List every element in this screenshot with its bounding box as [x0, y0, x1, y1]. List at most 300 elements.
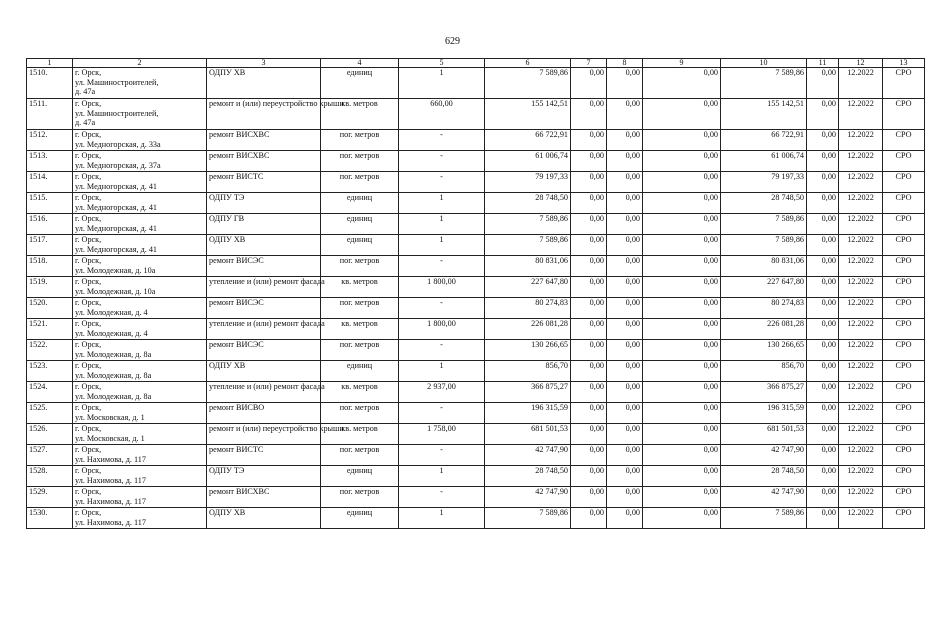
- cell-volume: 660,00: [399, 99, 485, 130]
- cell-address: [73, 130, 207, 151]
- cell-col9: 0,00: [643, 466, 721, 487]
- cell-address: [73, 99, 207, 130]
- cell-col7: 0,00: [571, 172, 607, 193]
- table-row: [27, 235, 925, 256]
- address-line: г. Орск,: [75, 319, 102, 328]
- cell-work-type: ремонт и (или) переустройство крыши: [207, 99, 321, 130]
- cell-method: СРО: [883, 151, 925, 172]
- cell-total-cost: 366 875,27: [485, 382, 571, 403]
- cell-date: 12.2022: [839, 424, 883, 445]
- address-line: ул. Нахимова, д. 117: [75, 475, 146, 485]
- column-header: 11: [807, 59, 839, 68]
- cell-date: 12.2022: [839, 445, 883, 466]
- cell-work-type: ремонт ВИСТС: [207, 445, 321, 466]
- address-line: г. Орск,: [75, 172, 102, 181]
- cell-col9: 0,00: [643, 214, 721, 235]
- address-line: ул. Нахимова, д. 117: [75, 517, 146, 527]
- column-header: 1: [27, 59, 73, 68]
- cell-col9: 0,00: [643, 403, 721, 424]
- cell-col8: 0,00: [607, 445, 643, 466]
- cell-total-cost: 61 006,74: [485, 151, 571, 172]
- cell-col8: 0,00: [607, 508, 643, 529]
- table-row: [27, 382, 925, 403]
- cell-volume: 1 800,00: [399, 319, 485, 340]
- cell-col10: 366 875,27: [721, 382, 807, 403]
- column-header: 13: [883, 59, 925, 68]
- cell-work-type: ОДПУ ХВ: [207, 361, 321, 382]
- address-line: г. Орск,: [75, 277, 102, 286]
- address-line: ул. Нахимова, д. 117: [75, 496, 146, 506]
- address-line: г. Орск,: [75, 130, 102, 139]
- column-header: 8: [607, 59, 643, 68]
- table-row: [27, 277, 925, 298]
- cell-address: [73, 382, 207, 403]
- cell-unit: пог. метров: [321, 130, 399, 151]
- cell-unit: единиц: [321, 68, 399, 99]
- cell-total-cost: 79 197,33: [485, 172, 571, 193]
- address-line: ул. Машиностроителей,: [75, 108, 159, 118]
- cell-method: СРО: [883, 466, 925, 487]
- cell-date: 12.2022: [839, 99, 883, 130]
- cell-col11: 0,00: [807, 487, 839, 508]
- cell-method: СРО: [883, 235, 925, 256]
- cell-method: СРО: [883, 130, 925, 151]
- cell-col11: 0,00: [807, 298, 839, 319]
- cell-total-cost: 227 647,80: [485, 277, 571, 298]
- cell-row-number: 1515.: [27, 193, 73, 214]
- cell-col7: 0,00: [571, 361, 607, 382]
- cell-date: 12.2022: [839, 214, 883, 235]
- cell-total-cost: 130 266,65: [485, 340, 571, 361]
- cell-row-number: 1526.: [27, 424, 73, 445]
- cell-col7: 0,00: [571, 403, 607, 424]
- cell-col9: 0,00: [643, 445, 721, 466]
- address-line: г. Орск,: [75, 256, 102, 265]
- table-row: [27, 298, 925, 319]
- address-line: г. Орск,: [75, 403, 102, 412]
- table-row: [27, 508, 925, 529]
- cell-col10: 7 589,86: [721, 508, 807, 529]
- cell-col11: 0,00: [807, 382, 839, 403]
- cell-row-number: 1516.: [27, 214, 73, 235]
- cell-col10: 28 748,50: [721, 466, 807, 487]
- cell-work-type: ремонт и (или) переустройство крыши: [207, 424, 321, 445]
- cell-method: СРО: [883, 487, 925, 508]
- cell-col10: 226 081,28: [721, 319, 807, 340]
- cell-date: 12.2022: [839, 508, 883, 529]
- cell-volume: -: [399, 151, 485, 172]
- cell-date: 12.2022: [839, 151, 883, 172]
- column-header: 12: [839, 59, 883, 68]
- cell-col11: 0,00: [807, 340, 839, 361]
- address-line: ул. Молодежная, д. 4: [75, 307, 148, 317]
- cell-col10: 66 722,91: [721, 130, 807, 151]
- cell-date: 12.2022: [839, 68, 883, 99]
- cell-address: [73, 340, 207, 361]
- table-row: [27, 424, 925, 445]
- cell-unit: единиц: [321, 235, 399, 256]
- cell-volume: -: [399, 445, 485, 466]
- cell-col10: 7 589,86: [721, 235, 807, 256]
- cell-col7: 0,00: [571, 277, 607, 298]
- address-line: ул. Молодежная, д. 4: [75, 328, 148, 338]
- cell-row-number: 1521.: [27, 319, 73, 340]
- cell-work-type: ремонт ВИСЭС: [207, 298, 321, 319]
- cell-row-number: 1513.: [27, 151, 73, 172]
- cell-col7: 0,00: [571, 256, 607, 277]
- cell-row-number: 1514.: [27, 172, 73, 193]
- cell-method: СРО: [883, 382, 925, 403]
- cell-col10: 196 315,59: [721, 403, 807, 424]
- address-line: г. Орск,: [75, 382, 102, 391]
- cell-col7: 0,00: [571, 214, 607, 235]
- cell-col7: 0,00: [571, 298, 607, 319]
- address-line: г. Орск,: [75, 466, 102, 475]
- cell-row-number: 1518.: [27, 256, 73, 277]
- address-line: г. Орск,: [75, 424, 102, 433]
- cell-method: СРО: [883, 508, 925, 529]
- page-number: 629: [445, 36, 460, 47]
- cell-volume: -: [399, 256, 485, 277]
- cell-unit: единиц: [321, 214, 399, 235]
- cell-volume: -: [399, 340, 485, 361]
- cell-col11: 0,00: [807, 277, 839, 298]
- cell-unit: пог. метров: [321, 172, 399, 193]
- cell-method: СРО: [883, 340, 925, 361]
- cell-row-number: 1512.: [27, 130, 73, 151]
- cell-date: 12.2022: [839, 277, 883, 298]
- cell-unit: кв. метров: [321, 99, 399, 130]
- cell-unit: кв. метров: [321, 319, 399, 340]
- cell-col7: 0,00: [571, 68, 607, 99]
- cell-unit: единиц: [321, 508, 399, 529]
- cell-col7: 0,00: [571, 424, 607, 445]
- cell-work-type: утепление и (или) ремонт фасада: [207, 382, 321, 403]
- address-line: ул. Московская, д. 1: [75, 433, 145, 443]
- cell-col9: 0,00: [643, 508, 721, 529]
- table-row: [27, 214, 925, 235]
- cell-address: [73, 68, 207, 99]
- cell-date: 12.2022: [839, 193, 883, 214]
- cell-row-number: 1525.: [27, 403, 73, 424]
- cell-col7: 0,00: [571, 466, 607, 487]
- cell-col9: 0,00: [643, 277, 721, 298]
- cell-col10: 79 197,33: [721, 172, 807, 193]
- cell-unit: пог. метров: [321, 298, 399, 319]
- cell-method: СРО: [883, 403, 925, 424]
- cell-total-cost: 42 747,90: [485, 445, 571, 466]
- table-row: [27, 340, 925, 361]
- cell-col9: 0,00: [643, 340, 721, 361]
- cell-date: 12.2022: [839, 256, 883, 277]
- address-line: г. Орск,: [75, 99, 102, 108]
- cell-col8: 0,00: [607, 235, 643, 256]
- cell-total-cost: 80 274,83: [485, 298, 571, 319]
- cell-col10: 7 589,86: [721, 68, 807, 99]
- cell-work-type: ОДПУ ХВ: [207, 68, 321, 99]
- cell-row-number: 1522.: [27, 340, 73, 361]
- cell-volume: -: [399, 487, 485, 508]
- table-row: [27, 487, 925, 508]
- cell-col11: 0,00: [807, 193, 839, 214]
- cell-col7: 0,00: [571, 193, 607, 214]
- cell-volume: 2 937,00: [399, 382, 485, 403]
- cell-address: [73, 445, 207, 466]
- cell-col11: 0,00: [807, 319, 839, 340]
- table-body: [27, 68, 925, 529]
- cell-col11: 0,00: [807, 214, 839, 235]
- address-line: г. Орск,: [75, 445, 102, 454]
- cell-date: 12.2022: [839, 235, 883, 256]
- address-line: ул. Медногорская, д. 41: [75, 202, 158, 212]
- table-row: [27, 99, 925, 130]
- column-header: 2: [73, 59, 207, 68]
- address-line: ул. Нахимова, д. 117: [75, 454, 146, 464]
- address-line: д. 47а: [75, 87, 96, 97]
- cell-col8: 0,00: [607, 403, 643, 424]
- table-row: [27, 151, 925, 172]
- cell-date: 12.2022: [839, 403, 883, 424]
- address-line: г. Орск,: [75, 235, 102, 244]
- cell-volume: 1: [399, 508, 485, 529]
- cell-total-cost: 28 748,50: [485, 193, 571, 214]
- cell-address: [73, 361, 207, 382]
- cell-date: 12.2022: [839, 487, 883, 508]
- cell-address: [73, 151, 207, 172]
- cell-work-type: ремонт ВИСХВС: [207, 130, 321, 151]
- cell-date: 12.2022: [839, 130, 883, 151]
- cell-col8: 0,00: [607, 361, 643, 382]
- cell-volume: -: [399, 298, 485, 319]
- table-row: [27, 403, 925, 424]
- cell-work-type: ОДПУ ГВ: [207, 214, 321, 235]
- cell-total-cost: 681 501,53: [485, 424, 571, 445]
- cell-col11: 0,00: [807, 403, 839, 424]
- cell-row-number: 1519.: [27, 277, 73, 298]
- cell-date: 12.2022: [839, 298, 883, 319]
- table-row: [27, 466, 925, 487]
- address-line: г. Орск,: [75, 340, 102, 349]
- cell-col7: 0,00: [571, 319, 607, 340]
- cell-address: [73, 277, 207, 298]
- cell-total-cost: 28 748,50: [485, 466, 571, 487]
- cell-work-type: ремонт ВИСТС: [207, 172, 321, 193]
- cell-col8: 0,00: [607, 99, 643, 130]
- cell-col10: 856,70: [721, 361, 807, 382]
- cell-row-number: 1510.: [27, 68, 73, 99]
- cell-col10: 7 589,86: [721, 214, 807, 235]
- cell-col11: 0,00: [807, 130, 839, 151]
- address-line: г. Орск,: [75, 361, 102, 370]
- cell-col10: 80 831,06: [721, 256, 807, 277]
- cell-row-number: 1530.: [27, 508, 73, 529]
- cell-col11: 0,00: [807, 424, 839, 445]
- cell-total-cost: 7 589,86: [485, 214, 571, 235]
- cell-col10: 155 142,51: [721, 99, 807, 130]
- cell-date: 12.2022: [839, 382, 883, 403]
- cell-col8: 0,00: [607, 256, 643, 277]
- cell-col11: 0,00: [807, 99, 839, 130]
- address-line: г. Орск,: [75, 214, 102, 223]
- cell-address: [73, 256, 207, 277]
- cell-col9: 0,00: [643, 319, 721, 340]
- cell-col8: 0,00: [607, 466, 643, 487]
- cell-method: СРО: [883, 424, 925, 445]
- cell-row-number: 1529.: [27, 487, 73, 508]
- cell-unit: единиц: [321, 193, 399, 214]
- cell-address: [73, 172, 207, 193]
- cell-col9: 0,00: [643, 424, 721, 445]
- cell-volume: 1: [399, 361, 485, 382]
- cell-col8: 0,00: [607, 68, 643, 99]
- cell-method: СРО: [883, 277, 925, 298]
- cell-total-cost: 7 589,86: [485, 235, 571, 256]
- cell-address: [73, 424, 207, 445]
- cell-col7: 0,00: [571, 151, 607, 172]
- cell-col11: 0,00: [807, 172, 839, 193]
- cell-volume: 1: [399, 235, 485, 256]
- cell-col10: 28 748,50: [721, 193, 807, 214]
- cell-col7: 0,00: [571, 99, 607, 130]
- cell-row-number: 1520.: [27, 298, 73, 319]
- address-line: ул. Молодежная, д. 8а: [75, 349, 152, 359]
- cell-col10: 61 006,74: [721, 151, 807, 172]
- cell-col7: 0,00: [571, 508, 607, 529]
- cell-col10: 80 274,83: [721, 298, 807, 319]
- cell-row-number: 1528.: [27, 466, 73, 487]
- column-header: 7: [571, 59, 607, 68]
- cell-unit: пог. метров: [321, 403, 399, 424]
- table-row: [27, 361, 925, 382]
- cell-col8: 0,00: [607, 487, 643, 508]
- cell-row-number: 1527.: [27, 445, 73, 466]
- table-row: [27, 130, 925, 151]
- cell-unit: кв. метров: [321, 277, 399, 298]
- cell-col9: 0,00: [643, 68, 721, 99]
- cell-col11: 0,00: [807, 68, 839, 99]
- cell-volume: 1: [399, 466, 485, 487]
- cell-address: [73, 508, 207, 529]
- cell-col11: 0,00: [807, 445, 839, 466]
- cell-unit: кв. метров: [321, 424, 399, 445]
- address-line: г. Орск,: [75, 151, 102, 160]
- cell-volume: 1: [399, 68, 485, 99]
- cell-col9: 0,00: [643, 130, 721, 151]
- registry-table: [26, 58, 925, 529]
- cell-unit: пог. метров: [321, 445, 399, 466]
- cell-unit: кв. метров: [321, 382, 399, 403]
- cell-col9: 0,00: [643, 99, 721, 130]
- cell-total-cost: 7 589,86: [485, 68, 571, 99]
- cell-method: СРО: [883, 172, 925, 193]
- cell-method: СРО: [883, 193, 925, 214]
- column-header: 4: [321, 59, 399, 68]
- cell-total-cost: 66 722,91: [485, 130, 571, 151]
- cell-col7: 0,00: [571, 445, 607, 466]
- address-line: г. Орск,: [75, 68, 102, 77]
- cell-total-cost: 80 831,06: [485, 256, 571, 277]
- cell-col7: 0,00: [571, 487, 607, 508]
- address-line: ул. Московская, д. 1: [75, 412, 145, 422]
- cell-col11: 0,00: [807, 508, 839, 529]
- cell-total-cost: 196 315,59: [485, 403, 571, 424]
- cell-row-number: 1524.: [27, 382, 73, 403]
- address-line: ул. Медногорская, д. 41: [75, 181, 158, 191]
- cell-total-cost: 155 142,51: [485, 99, 571, 130]
- address-line: г. Орск,: [75, 193, 102, 202]
- cell-col9: 0,00: [643, 172, 721, 193]
- table-row: [27, 68, 925, 99]
- cell-volume: 1: [399, 193, 485, 214]
- cell-col8: 0,00: [607, 172, 643, 193]
- cell-method: СРО: [883, 445, 925, 466]
- cell-col8: 0,00: [607, 298, 643, 319]
- cell-col8: 0,00: [607, 319, 643, 340]
- cell-address: [73, 487, 207, 508]
- cell-unit: пог. метров: [321, 151, 399, 172]
- cell-unit: единиц: [321, 361, 399, 382]
- cell-address: [73, 466, 207, 487]
- cell-unit: единиц: [321, 466, 399, 487]
- cell-date: 12.2022: [839, 340, 883, 361]
- cell-col9: 0,00: [643, 487, 721, 508]
- column-number-row: [27, 59, 925, 68]
- cell-col8: 0,00: [607, 340, 643, 361]
- cell-col10: 42 747,90: [721, 487, 807, 508]
- cell-volume: -: [399, 172, 485, 193]
- address-line: г. Орск,: [75, 508, 102, 517]
- cell-method: СРО: [883, 256, 925, 277]
- cell-col9: 0,00: [643, 151, 721, 172]
- cell-unit: пог. метров: [321, 487, 399, 508]
- column-header: 3: [207, 59, 321, 68]
- cell-total-cost: 856,70: [485, 361, 571, 382]
- table-row: [27, 319, 925, 340]
- cell-method: СРО: [883, 214, 925, 235]
- cell-row-number: 1523.: [27, 361, 73, 382]
- cell-work-type: утепление и (или) ремонт фасада: [207, 277, 321, 298]
- cell-col8: 0,00: [607, 424, 643, 445]
- cell-total-cost: 7 589,86: [485, 508, 571, 529]
- cell-col10: 227 647,80: [721, 277, 807, 298]
- cell-col9: 0,00: [643, 361, 721, 382]
- cell-work-type: ОДПУ ТЭ: [207, 193, 321, 214]
- cell-address: [73, 403, 207, 424]
- cell-col7: 0,00: [571, 340, 607, 361]
- cell-col10: 681 501,53: [721, 424, 807, 445]
- address-line: ул. Машиностроителей,: [75, 77, 159, 87]
- cell-col9: 0,00: [643, 298, 721, 319]
- cell-work-type: ремонт ВИСЭС: [207, 340, 321, 361]
- address-line: ул. Молодежная, д. 8а: [75, 391, 152, 401]
- cell-col8: 0,00: [607, 151, 643, 172]
- cell-address: [73, 235, 207, 256]
- cell-col8: 0,00: [607, 382, 643, 403]
- cell-work-type: ремонт ВИСЭС: [207, 256, 321, 277]
- column-header: 5: [399, 59, 485, 68]
- cell-work-type: ремонт ВИСХВС: [207, 487, 321, 508]
- cell-col9: 0,00: [643, 382, 721, 403]
- cell-col8: 0,00: [607, 277, 643, 298]
- cell-col7: 0,00: [571, 130, 607, 151]
- cell-work-type: ОДПУ ТЭ: [207, 466, 321, 487]
- cell-work-type: ОДПУ ХВ: [207, 235, 321, 256]
- cell-date: 12.2022: [839, 319, 883, 340]
- cell-date: 12.2022: [839, 466, 883, 487]
- cell-volume: 1 758,00: [399, 424, 485, 445]
- cell-col11: 0,00: [807, 466, 839, 487]
- table-row: [27, 193, 925, 214]
